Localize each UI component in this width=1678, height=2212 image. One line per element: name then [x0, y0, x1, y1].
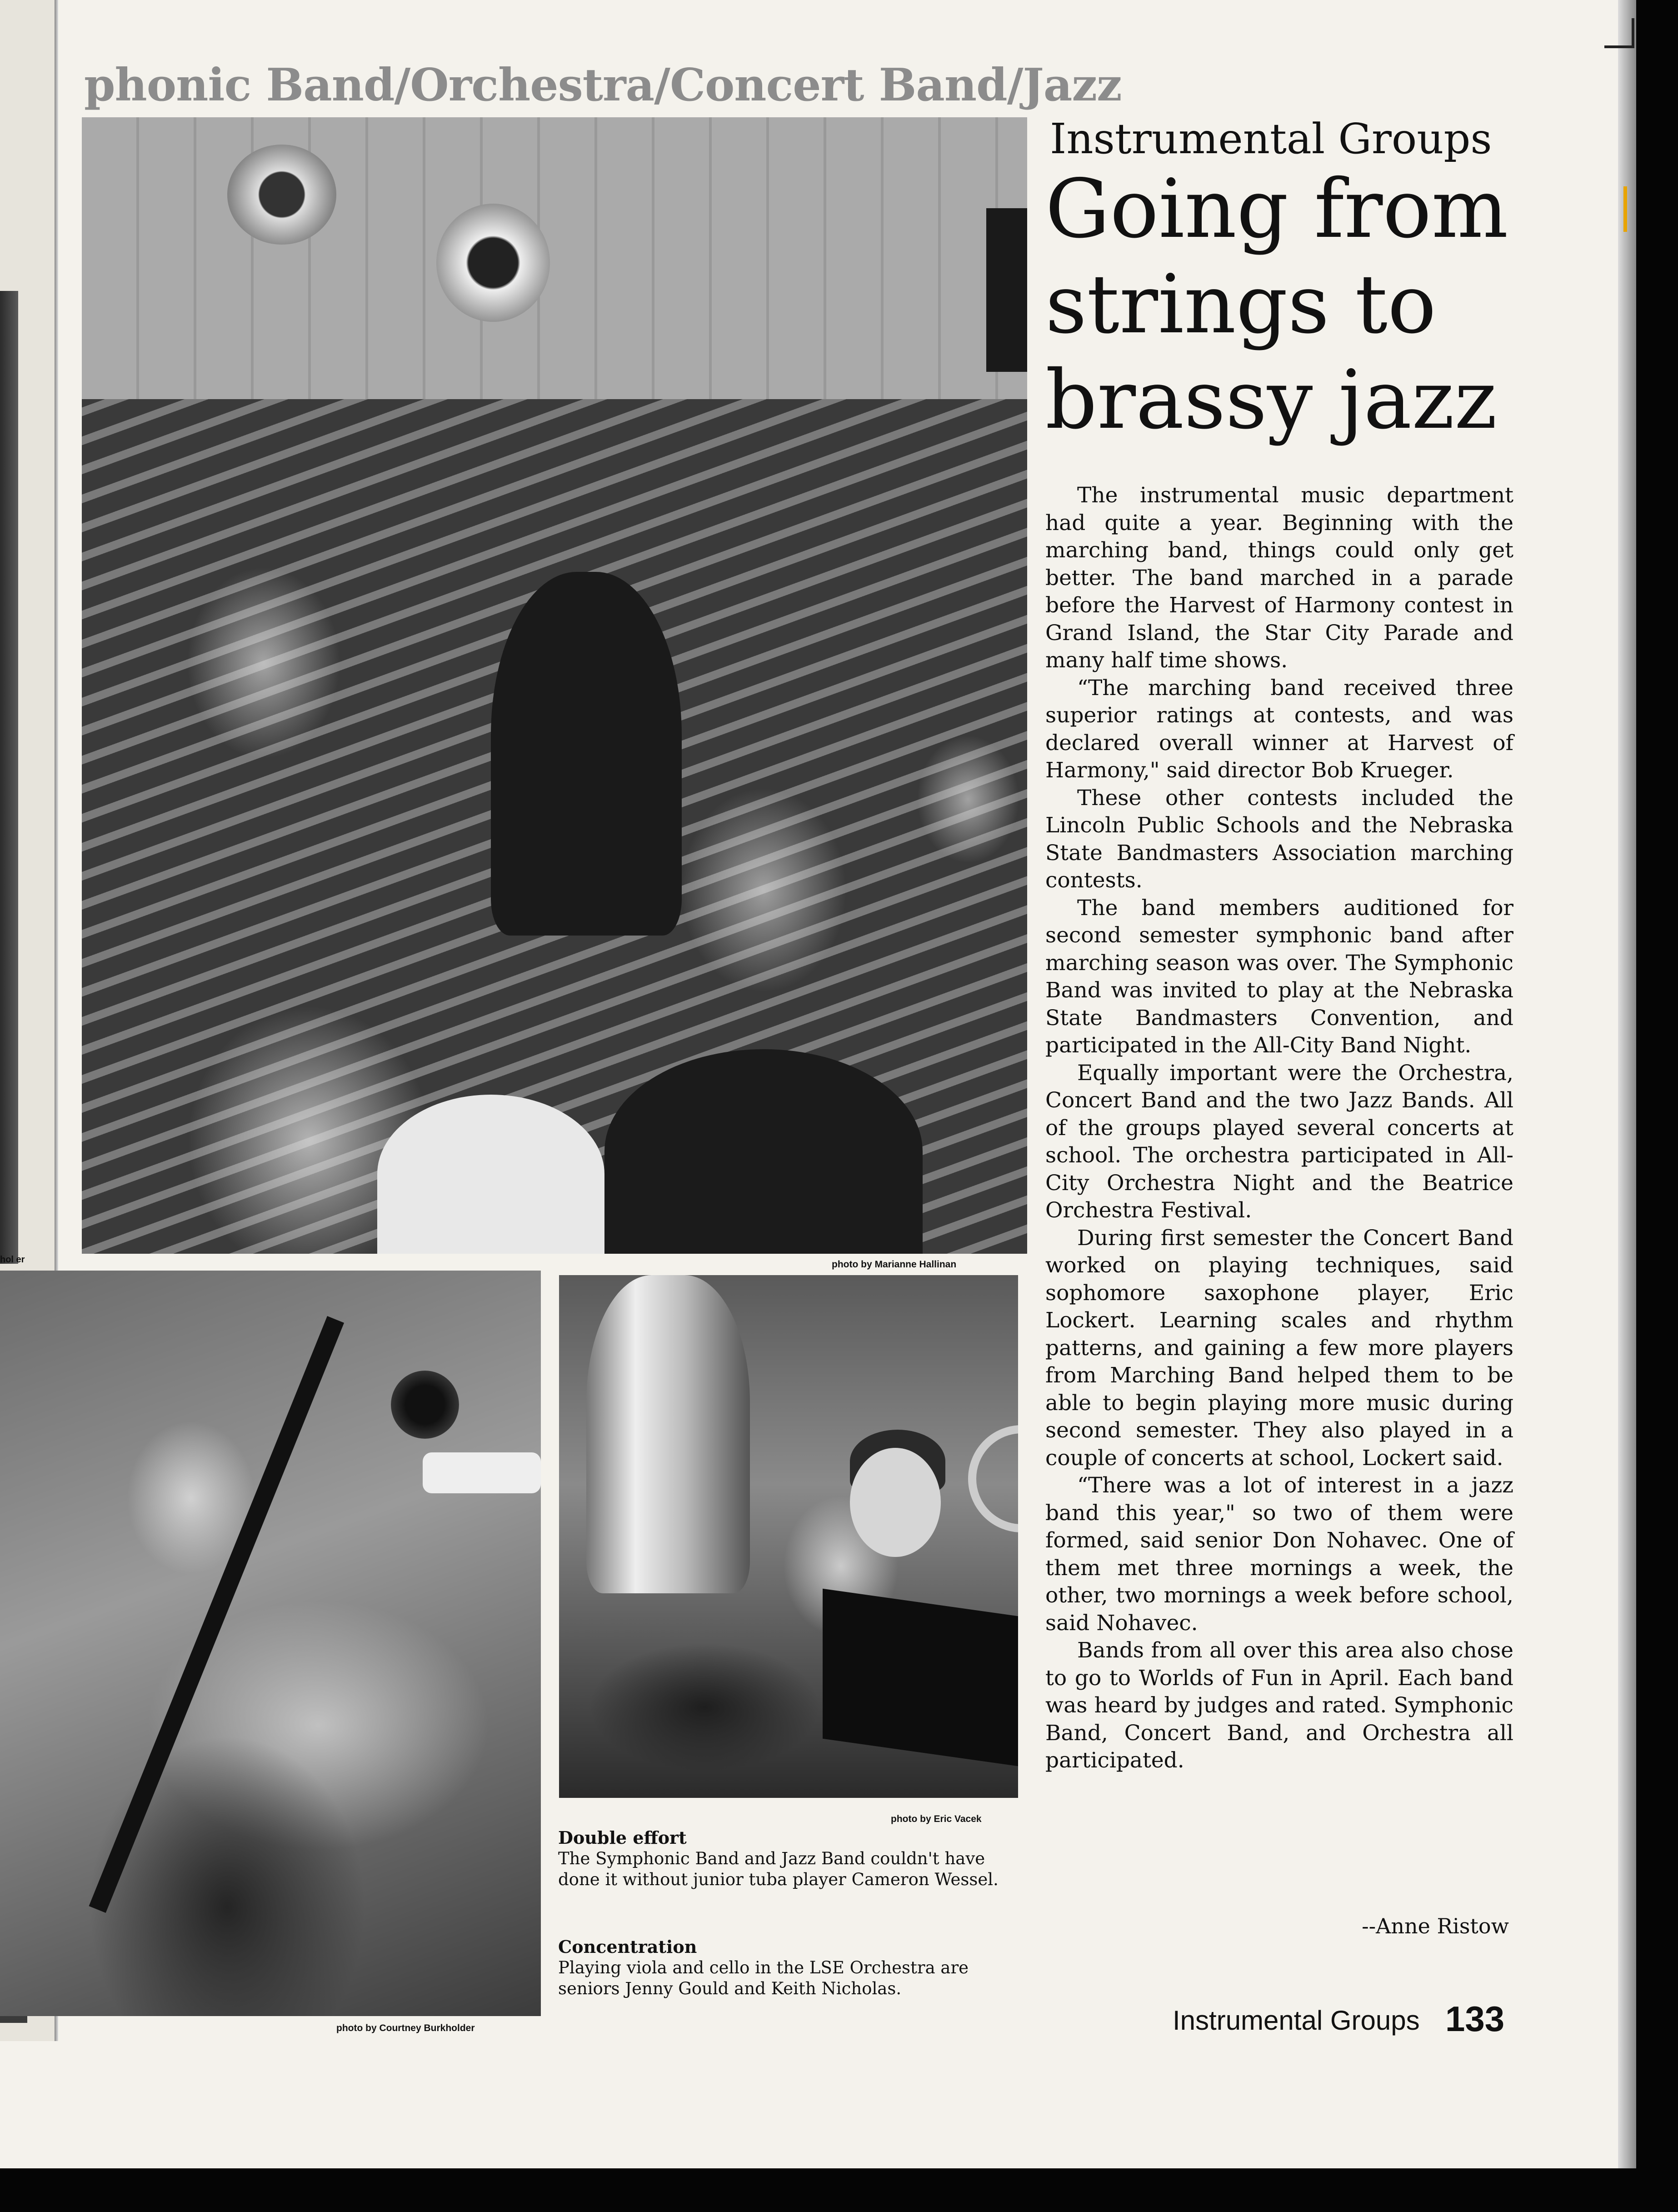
trumpet-player: [491, 572, 682, 936]
paragraph: “The marching band received three superior ratings at contests, and was declared overall winner at Harvest of Harmony," said director Bob Krueger.: [1045, 675, 1513, 783]
caption-title-concentration: Concentration: [558, 1937, 697, 1957]
cello-scroll: [391, 1371, 459, 1439]
photo-credit-cello: photo by Courtney Burkholder: [336, 2023, 475, 2033]
paragraph: The band members auditioned for second semester symphonic band after marching season was over. The Symphonic Band was invited to play at the Nebraska State Bandmasters Convention, and participated in the All-City Band Night.: [1045, 895, 1513, 1058]
photo-credit-main: photo by Marianne Hallinan: [832, 1259, 957, 1270]
page-number: 133: [1445, 1999, 1505, 2039]
edge-tab-marker: [1623, 186, 1627, 232]
paragraph: Bands from all over this area also chose to go to Worlds of Fun in April. Each band was heard by judges and rated. Symphonic Band, Concert Band, and Orchestra all participated.: [1045, 1638, 1513, 1773]
french-horn: [968, 1425, 1018, 1532]
music-stand: [423, 1452, 541, 1493]
facing-page-photo: [0, 291, 18, 1264]
headline: Going from strings to brassy jazz: [1045, 162, 1508, 447]
sousaphone-bell-2: [436, 204, 550, 322]
byline: --Anne Ristow: [1362, 1914, 1509, 1938]
caption-text-concentration: Playing viola and cello in the LSE Orchestra are seniors Jenny Gould and Keith Nicholas.: [558, 1958, 969, 1998]
band-bleachers-photo: [82, 117, 1027, 1254]
footer-section-label: Instrumental Groups: [1173, 2005, 1420, 2036]
audience-member: [377, 1095, 604, 1254]
gym-sign: [986, 208, 1027, 372]
facing-page-credit: hol er: [0, 1255, 25, 1265]
page-edge-right: [1618, 0, 1636, 2168]
gym-wall: [82, 117, 1027, 399]
kicker: Instrumental Groups: [1050, 115, 1492, 163]
section-header: phonic Band/Orchestra/Concert Band/Jazz: [84, 59, 1122, 111]
sousaphone-bell: [227, 145, 336, 245]
cello-neck: [89, 1316, 345, 1913]
caption-title-double-effort: Double effort: [558, 1827, 687, 1848]
photo-credit-tuba: photo by Eric Vacek: [891, 1814, 982, 1824]
audience-man: [604, 1049, 923, 1254]
paragraph: During first semester the Concert Band worked on playing techniques, said sophomore saxophone player, Eric Lockert. Learning scales and rhythm patterns, and gaining a few more players from Marching Band helped them to be able to begin playing more music during second semester. They also played in a couple of concerts at school, Lockert said.: [1045, 1225, 1513, 1471]
tuba-player-photo: [559, 1275, 1018, 1798]
music-stand: [823, 1589, 1018, 1766]
tuba-bell: [586, 1275, 750, 1593]
corner-crop-mark: [1604, 18, 1634, 48]
paragraph: “There was a lot of interest in a jazz band this year," so two of them were formed, said senior Don Nohavec. One of them met three mornings a week, the other, two mornings a week before school, said Nohavec.: [1045, 1473, 1513, 1636]
paragraph: The instrumental music department had quite a year. Beginning with the marching band, things could only get better. The band marched in a parade before the Harvest of Harmony contest in Grand Island, the Star City Parade and many half time shows.: [1045, 483, 1513, 673]
cello-player-photo: [0, 1271, 541, 2016]
player-face: [850, 1448, 941, 1557]
article-body: [1045, 482, 1513, 1775]
paragraph: Equally important were the Orchestra, Concert Band and the two Jazz Bands. All of the groups played several concerts at school. The orchestra participated in All-City Orchestra Night and the Beatrice Orchestra Festival.: [1045, 1060, 1513, 1223]
paragraph: These other contests included the Lincoln Public Schools and the Nebraska State Bandmasters Association marching contests.: [1045, 785, 1513, 893]
caption-text-double-effort: The Symphonic Band and Jazz Band couldn't have done it without junior tuba player Cameron Wessel.: [558, 1849, 999, 1889]
